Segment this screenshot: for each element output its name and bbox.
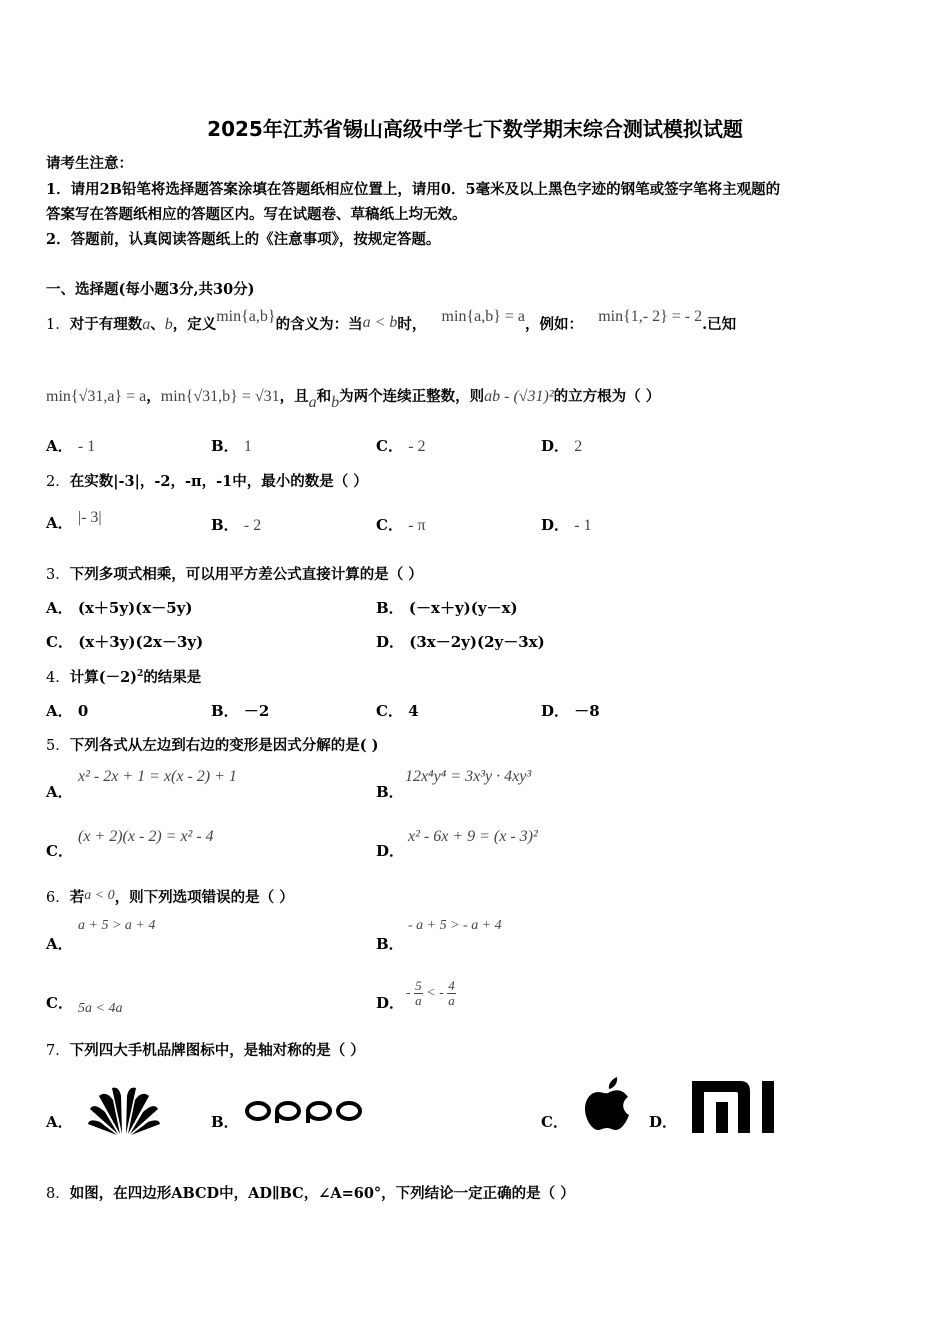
question-6: [46, 886, 294, 907]
q1-option-d[interactable]: [541, 435, 582, 456]
question-3: [46, 563, 423, 584]
question-number: 7．: [46, 1043, 70, 1059]
option-value: 1: [243, 438, 252, 455]
option-label: B．: [211, 516, 239, 534]
q7-option-d-label: D．: [649, 1113, 678, 1131]
q1-text-5: ，例如：: [525, 316, 584, 333]
q6-option-c[interactable]: 5a < 4a: [78, 1001, 123, 1016]
q1-text-6: .已知: [702, 316, 737, 333]
option-label: C．: [376, 702, 403, 720]
huawei-logo-icon[interactable]: [86, 1084, 162, 1136]
option-value: －8: [574, 702, 600, 720]
apple-logo-icon[interactable]: [584, 1076, 632, 1132]
option-value: 4: [408, 702, 419, 720]
notice-heading: 请考生注意：: [46, 155, 133, 172]
notice-line1b: 答案写在答题纸相应的答题区内。写在试题卷、草稿纸上均无效。: [46, 206, 467, 223]
q1-option-c[interactable]: [376, 435, 426, 456]
notice-line2: 2．答题前，认真阅读答题纸上的《注意事项》，按规定答题。: [46, 231, 441, 248]
q6-option-b[interactable]: - a + 5 > - a + 4: [408, 918, 502, 933]
option-value: - 2: [408, 438, 426, 455]
q1-sep: 、: [150, 316, 165, 333]
notice-line1a: 1．请用2B铅笔将选择题答案涂填在答题纸相应位置上，请用0．5毫米及以上黑色字迹的钢笔或签字笔将主观题的: [46, 181, 781, 198]
q2-option-d[interactable]: [541, 514, 592, 535]
option-label: A．: [46, 702, 73, 720]
question-text: 下列四大手机品牌图标中，是轴对称的是（ ）: [69, 1042, 365, 1059]
question-1-line2: [46, 385, 661, 411]
q1-var-b2: b: [331, 394, 340, 411]
q5-option-c-label: C．: [46, 842, 73, 860]
q1-min-ab: min{a,b}: [216, 308, 276, 325]
q1-option-b[interactable]: [211, 435, 252, 456]
option-value: (－x＋y)(y－x): [408, 599, 518, 617]
q1-text-4: 时，: [397, 316, 427, 333]
q1-text-7: ，且: [279, 388, 309, 405]
option-value: - 1: [77, 438, 96, 455]
q1-cond: a < b: [362, 314, 398, 331]
q1-text-10: 的立方根为（ ）: [553, 388, 661, 405]
option-value: - π: [408, 517, 426, 534]
q5-option-a[interactable]: x² - 2x + 1 = x(x - 2) + 1: [78, 768, 237, 785]
option-value: －2: [243, 702, 270, 720]
option-label: D．: [541, 516, 570, 534]
question-text: 在实数|-3|，-2，-π，-1中，最小的数是（ ）: [69, 473, 368, 490]
question-number: 8．: [46, 1186, 70, 1202]
question-text: 若: [69, 889, 85, 906]
question-2: [46, 470, 368, 491]
q4-option-b[interactable]: [211, 700, 269, 721]
question-number: 1．: [46, 317, 70, 333]
q2-option-c[interactable]: [376, 514, 426, 535]
q1-option-a[interactable]: [46, 435, 95, 456]
q1-text-8: 和: [316, 388, 332, 405]
oppo-logo-icon[interactable]: [244, 1100, 364, 1124]
q5-option-c[interactable]: (x + 2)(x - 2) = x² - 4: [78, 828, 214, 845]
q1-text-2: ，定义: [172, 316, 217, 333]
option-value: |- 3|: [77, 509, 102, 526]
option-label: D．: [541, 702, 570, 720]
option-value: 0: [77, 702, 89, 720]
q3-option-b[interactable]: [376, 597, 518, 618]
question-number: 2．: [46, 474, 70, 490]
question-1-line1: [46, 308, 737, 334]
q1-eq-4: min{√31,b} = √31: [160, 388, 280, 405]
q6-option-c-label: C．: [46, 994, 73, 1012]
q4-option-d[interactable]: [541, 700, 600, 721]
q6-option-a[interactable]: a + 5 > a + 4: [78, 918, 156, 933]
q7-option-a-label: A．: [46, 1113, 73, 1131]
q3-option-d[interactable]: [376, 631, 545, 652]
question-text: 下列多项式相乘，可以用平方差公式直接计算的是（ ）: [69, 566, 423, 583]
mi-logo-icon[interactable]: [692, 1081, 776, 1133]
q1-expr: ab - (√31)²: [484, 388, 554, 405]
question-number: 5．: [46, 738, 70, 754]
q6-option-a-label: A．: [46, 935, 73, 953]
q2-option-b[interactable]: [211, 514, 261, 535]
q1-var-b: b: [164, 316, 173, 333]
option-value: (3x－2y)(2y－3x): [409, 633, 545, 651]
q1-text-1: 对于有理数: [69, 316, 143, 333]
option-label: C．: [376, 516, 403, 534]
q1-eq-3: min{√31,a} = a: [46, 388, 147, 405]
option-label: D．: [541, 437, 570, 455]
option-value: - 2: [243, 517, 262, 534]
exponent: 2: [137, 669, 144, 680]
q6-option-d-label: D．: [376, 994, 405, 1012]
option-label: B．: [211, 702, 239, 720]
q3-option-c[interactable]: [46, 631, 203, 652]
option-label: C．: [46, 633, 73, 651]
q1-eq-1: min{a,b} = a: [441, 308, 526, 325]
question-text: ，则下列选项错误的是（ ）: [114, 889, 294, 906]
option-value: - 1: [574, 517, 592, 534]
q7-option-c-label: C．: [541, 1113, 568, 1131]
option-label: A．: [46, 514, 73, 532]
option-label: B．: [376, 599, 404, 617]
question-8: [46, 1182, 575, 1203]
q1-text-9: 为两个连续正整数，则: [339, 388, 485, 405]
q1-comma: ，: [146, 388, 161, 405]
question-text: 如图，在四边形ABCD中，AD∥BC，∠A=60°，下列结论一定正确的是（ ）: [69, 1185, 575, 1202]
section-heading: 一、选择题(每小题3分,共30分): [46, 281, 255, 298]
question-number: 4．: [46, 670, 70, 686]
question-4: [46, 666, 201, 687]
q1-var-a: a: [142, 316, 151, 333]
option-value: 2: [574, 438, 583, 455]
page-title: 2025年江苏省锡山高级中学七下数学期末综合测试模拟试题: [207, 117, 743, 141]
question-text: 计算(－2): [69, 669, 138, 686]
q1-text-3: 的含义为：当: [275, 316, 363, 333]
question-text: 的结果是: [143, 669, 202, 686]
q5-option-d-label: D．: [376, 842, 405, 860]
oppo-logo-text: oppo: [244, 1100, 247, 1101]
question-text: 下列各式从左边到右边的变形是因式分解的是( ): [69, 737, 379, 754]
question-7: [46, 1039, 365, 1060]
q4-option-a[interactable]: [46, 700, 88, 721]
option-label: A．: [46, 437, 73, 455]
option-label: B．: [211, 437, 239, 455]
question-number: 3．: [46, 567, 70, 583]
option-value: (x＋5y)(x－5y): [77, 599, 193, 617]
option-label: C．: [376, 437, 403, 455]
q6-option-d[interactable]: - $\frac{5}{a}$ < - $\frac{4}{a}$: [406, 978, 455, 1008]
q6-condition: a < 0: [84, 888, 115, 903]
q2-option-a[interactable]: [46, 509, 102, 533]
q5-option-b[interactable]: 12x⁴y⁴ = 3x³y · 4xy³: [405, 768, 532, 785]
q1-var-a2: a: [308, 394, 317, 411]
option-label: A．: [46, 599, 73, 617]
question-5: [46, 734, 379, 755]
q3-option-a[interactable]: [46, 597, 192, 618]
q5-option-b-label: B．: [376, 783, 404, 801]
option-label: D．: [376, 633, 405, 651]
q7-option-b-label: B．: [211, 1113, 239, 1131]
question-number: 6．: [46, 890, 70, 906]
q4-option-c[interactable]: [376, 700, 419, 721]
q5-option-d[interactable]: x² - 6x + 9 = (x - 3)²: [408, 828, 538, 845]
option-value: (x＋3y)(2x－3y): [78, 633, 204, 651]
q6-option-b-label: B．: [376, 935, 404, 953]
q5-option-a-label: A．: [46, 783, 73, 801]
q1-eq-2: min{1,- 2} = - 2: [598, 308, 703, 325]
